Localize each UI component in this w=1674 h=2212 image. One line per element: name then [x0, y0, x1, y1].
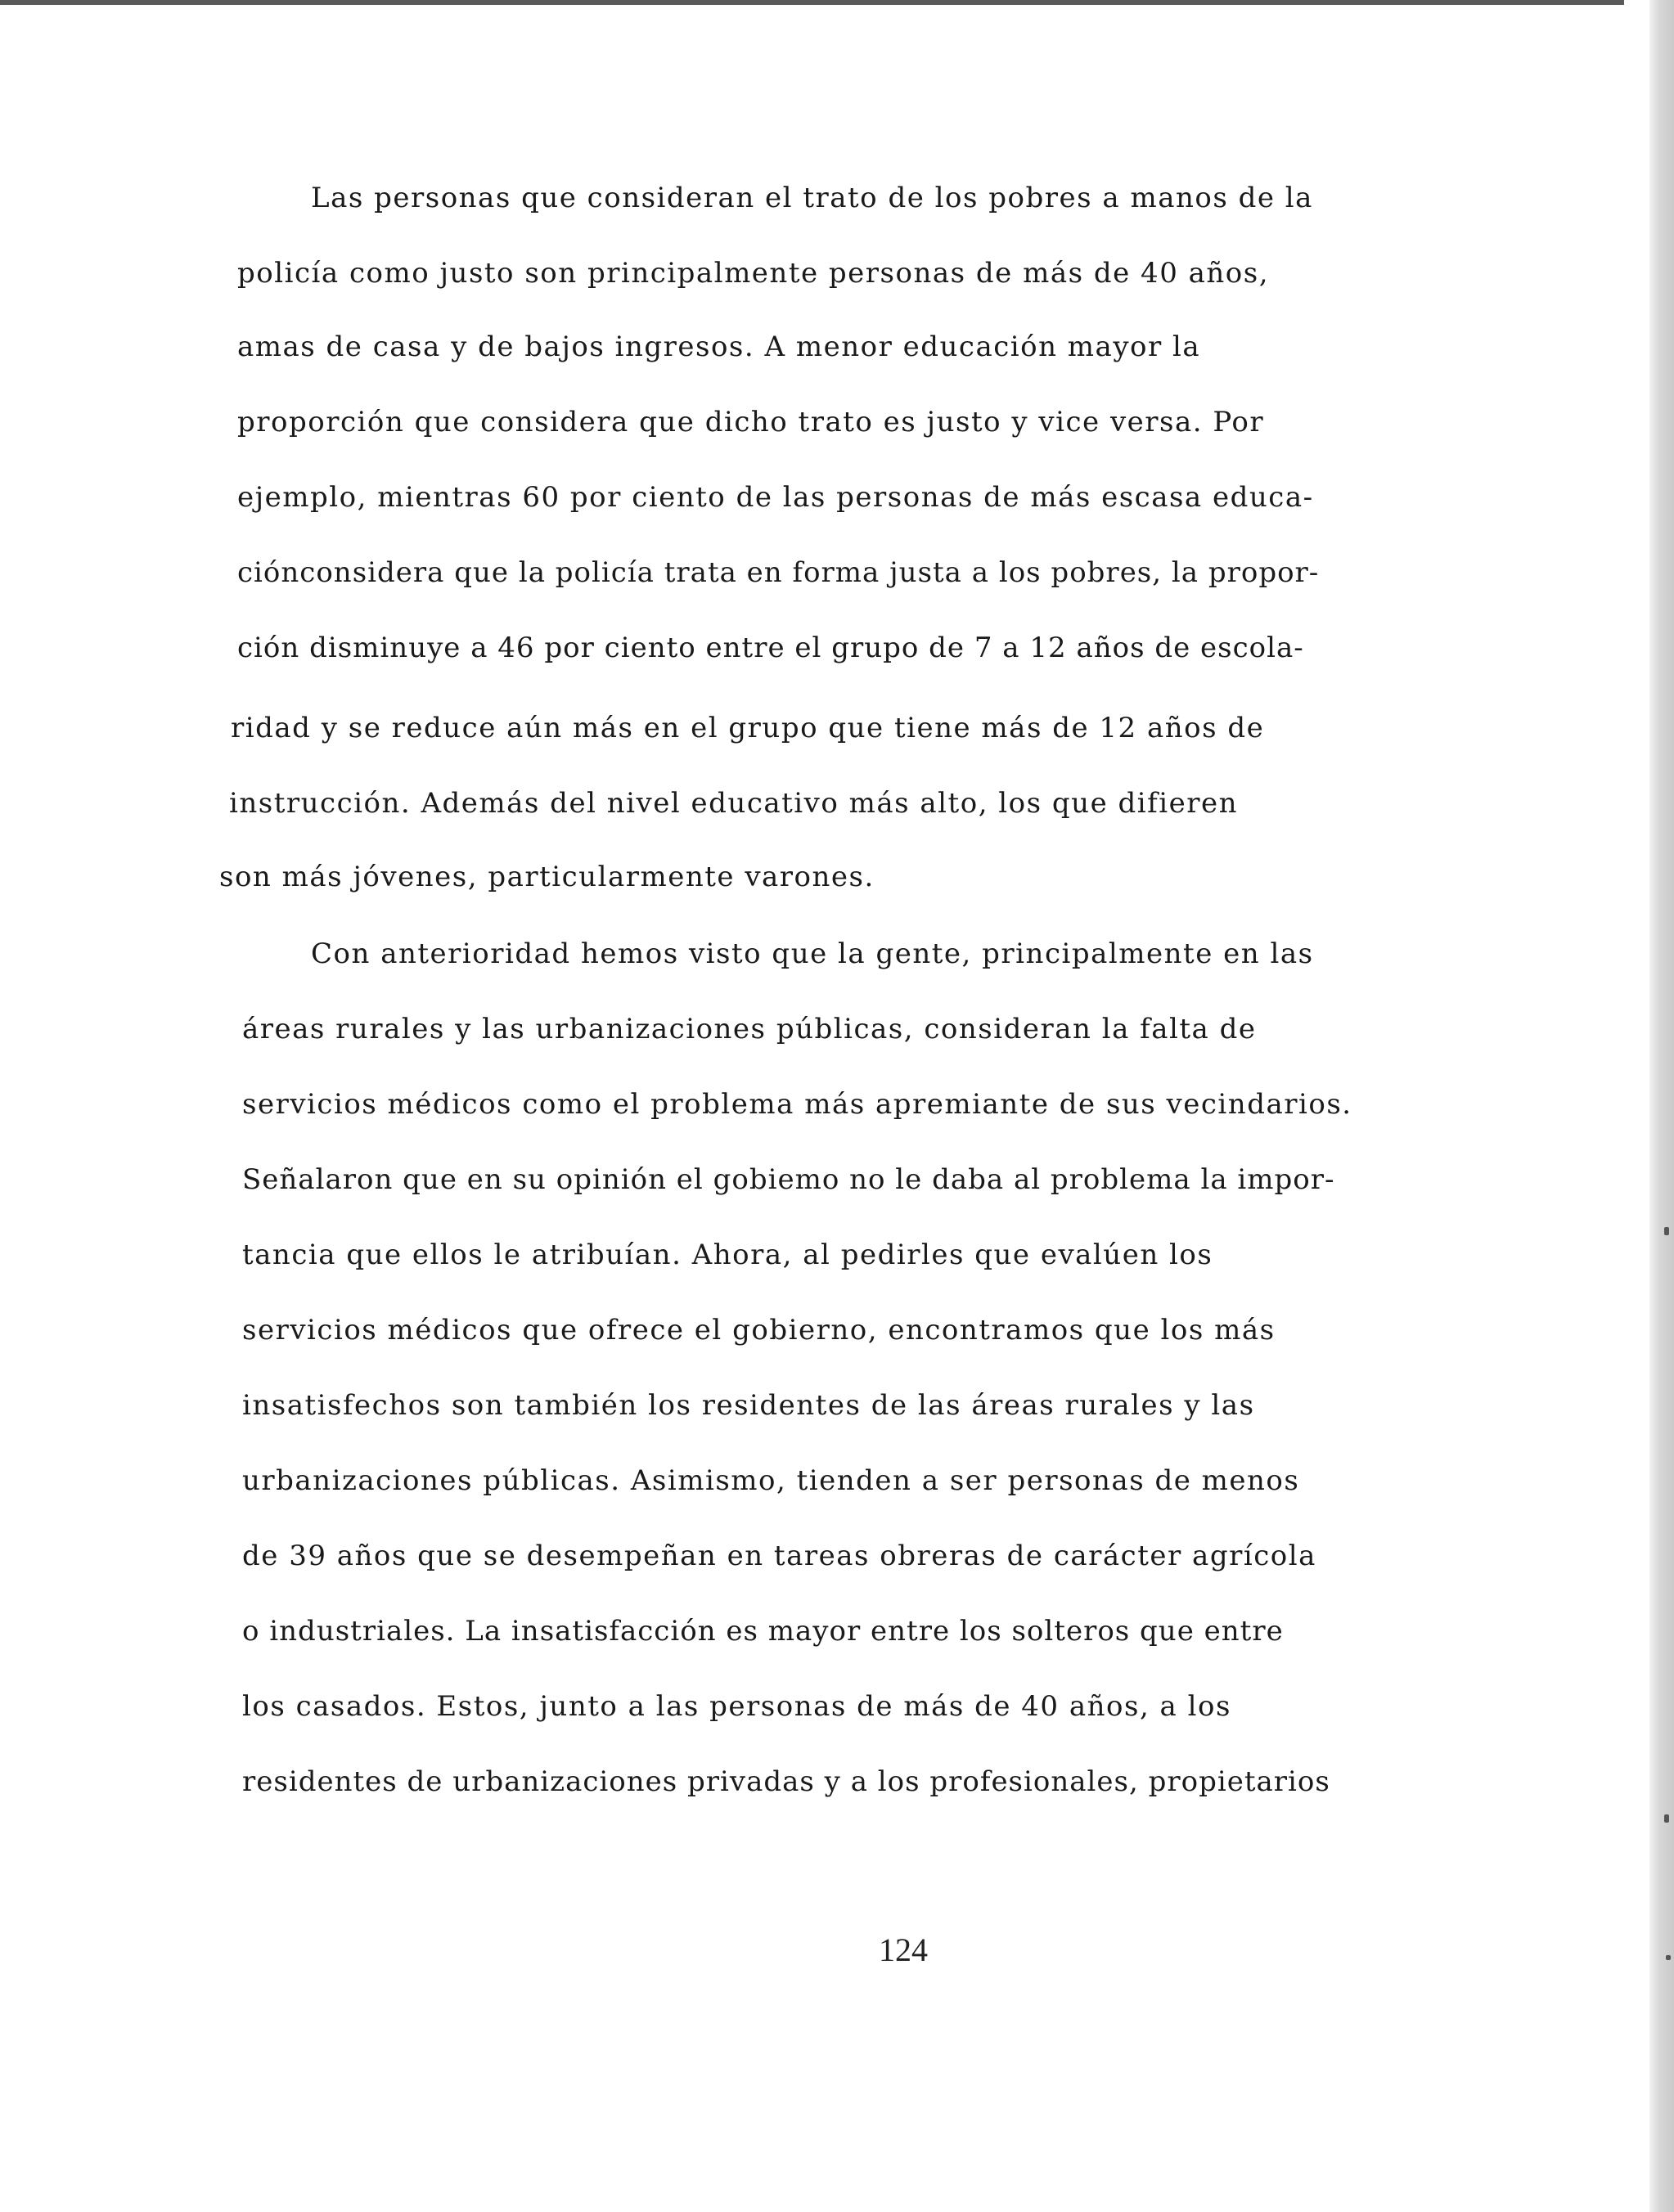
text-line: tancia que ellos le atribuían. Ahora, al pedirles que evalúen los — [242, 1239, 1213, 1271]
text-line: son más jóvenes, particularmente varones. — [219, 861, 875, 893]
scan-speck — [1664, 1227, 1669, 1235]
text-line: ción disminuye a 46 por ciento entre el grupo de 7 a 12 años de escola- — [237, 632, 1304, 664]
page-number: 124 — [879, 1931, 928, 1968]
text-line: ejemplo, mientras 60 por ciento de las personas de más escasa educa- — [237, 481, 1314, 514]
text-line: servicios médicos como el problema más apremiante de sus vecindarios. — [242, 1088, 1352, 1121]
text-line: ridad y se reduce aún más en el grupo que tiene más de 12 años de — [231, 712, 1265, 744]
text-line: de 39 años que se desempeñan en tareas obreras de carácter agrícola — [242, 1540, 1316, 1572]
scan-speck — [1664, 1814, 1669, 1823]
text-line: Con anterioridad hemos visto que la gente, principalmente en las — [311, 937, 1314, 970]
text-line: insatisfechos son también los residentes de las áreas rurales y las — [242, 1389, 1255, 1422]
text-line: policía como justo son principalmente personas de más de 40 años, — [237, 257, 1270, 290]
text-line: servicios médicos que ofrece el gobierno, encontramos que los más — [242, 1314, 1276, 1347]
text-line: instrucción. Además del nivel educativo más alto, los que difieren — [229, 787, 1238, 820]
text-line: Las personas que consideran el trato de los pobres a manos de la — [311, 182, 1313, 214]
text-line: amas de casa y de bajos ingresos. A menor educación mayor la — [237, 330, 1201, 363]
text-line: residentes de urbanizaciones privadas y a los profesionales, propietarios — [242, 1765, 1330, 1798]
text-line: ciónconsidera que la policía trata en forma justa a los pobres, la propor- — [237, 556, 1320, 589]
text-line: proporción que considera que dicho trato es justo y vice versa. Por — [237, 406, 1265, 438]
text-line: áreas rurales y las urbanizaciones públicas, consideran la falta de — [242, 1013, 1257, 1045]
text-line: urbanizaciones públicas. Asimismo, tienden a ser personas de menos — [242, 1464, 1300, 1497]
text-line: Señalaron que en su opinión el gobiemo no le daba al problema la impor- — [242, 1163, 1335, 1196]
text-line: los casados. Estos, junto a las personas de más de 40 años, a los — [242, 1690, 1231, 1723]
text-line: o industriales. La insatisfacción es mayor entre los solteros que entre — [242, 1615, 1284, 1648]
scan-speck — [1666, 1955, 1671, 1960]
